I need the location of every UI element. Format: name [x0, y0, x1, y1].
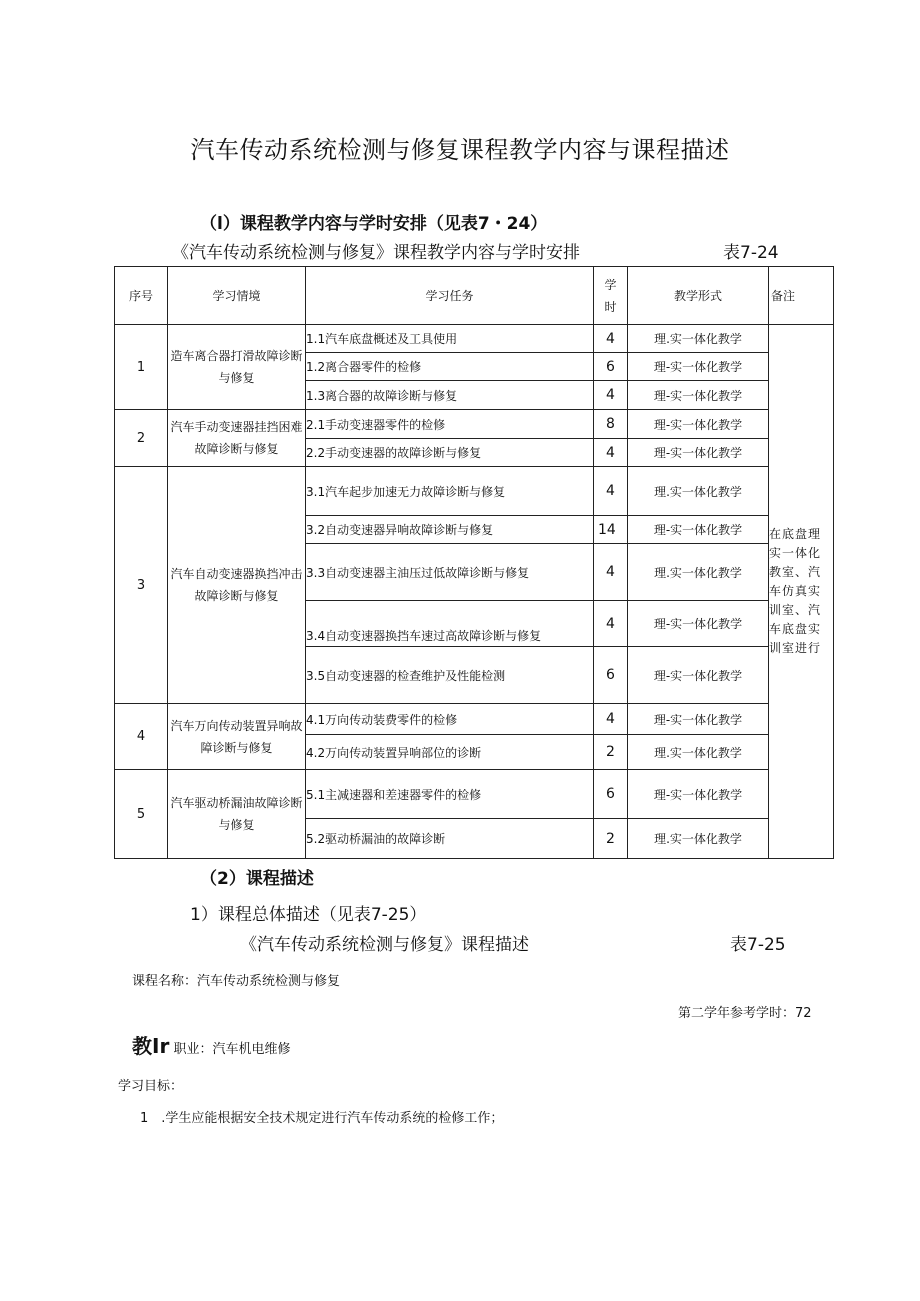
header-form: 教学形式 [628, 267, 769, 325]
table-row [115, 704, 834, 735]
hours-cell: 4 [594, 601, 628, 647]
task-cell: 4.1万向传动装费零件的检修 [306, 704, 594, 735]
form-cell: 理-实一体化教学 [628, 353, 769, 381]
hours-cell: 6 [594, 770, 628, 819]
hours-cell: 6 [594, 647, 628, 704]
table-row [115, 770, 834, 819]
occupation-line [132, 1030, 290, 1059]
table-number-2: 表7-25 [730, 935, 786, 955]
group-number: 1 [115, 325, 168, 410]
schedule-table [114, 266, 834, 859]
form-cell: 理.实一体化教学 [628, 325, 769, 353]
note-cell: 在底盘理实一体化教室、汽车仿真实训室、汽车底盘实训室进行 [769, 325, 834, 859]
table-number-1: 表7-24 [723, 243, 779, 263]
form-cell: 理-实一体化教学 [628, 704, 769, 735]
task-cell: 3.1汽车起步加速无力故障诊断与修复 [306, 467, 594, 516]
task-cell: 1.3离合器的故障诊断与修复 [306, 381, 594, 410]
group-number: 5 [115, 770, 168, 859]
table-row [115, 325, 834, 353]
hours-cell: 4 [594, 325, 628, 353]
reference-hours: 第二学年参考学时：72 [678, 1006, 812, 1021]
hours-cell: 6 [594, 353, 628, 381]
header-hours-line2: 时 [604, 299, 617, 314]
hours-cell: 2 [594, 735, 628, 770]
table-row [115, 410, 834, 439]
task-cell: 1.1汽车底盘概述及工具使用 [306, 325, 594, 353]
hours-cell: 4 [594, 439, 628, 467]
goal-label: 学习目标： [118, 1079, 184, 1094]
table-caption-1: 《汽车传动系统检测与修复》课程教学内容与学时安排 [172, 243, 580, 263]
task-cell: 1.2离合器零件的检修 [306, 353, 594, 381]
hours-cell: 4 [594, 381, 628, 410]
occupation-prefix: 教Ir [132, 1034, 170, 1058]
form-cell: 理-实一体化教学 [628, 410, 769, 439]
form-cell: 理-实一体化教学 [628, 381, 769, 410]
hours-cell: 4 [594, 544, 628, 601]
page-title: 汽车传动系统检测与修复课程教学内容与课程描述 [190, 136, 730, 164]
group-number: 4 [115, 704, 168, 770]
form-cell: 理-实一体化教学 [628, 516, 769, 544]
form-cell: 理.实一体化教学 [628, 467, 769, 516]
course-name: 课程名称：汽车传动系统检测与修复 [132, 974, 341, 989]
task-cell: 3.2自动变速器异响故障诊断与修复 [306, 516, 594, 544]
group-number: 3 [115, 467, 168, 704]
hours-cell: 8 [594, 410, 628, 439]
section-heading-2: （2）课程描述 [200, 869, 314, 889]
table-caption-2: 《汽车传动系统检测与修复》课程描述 [240, 935, 529, 955]
header-hours-line1: 学 [604, 277, 617, 292]
table-header-row [115, 267, 834, 325]
header-task: 学习任务 [306, 267, 594, 325]
task-cell: 2.1手动变速器零件的检修 [306, 410, 594, 439]
task-cell: 3.5自动变速器的检查维护及性能检测 [306, 647, 594, 704]
hours-cell: 2 [594, 819, 628, 859]
group-situation: 汽车驱动桥漏油故障诊断与修复 [168, 770, 306, 859]
form-cell: 理-实一体化教学 [628, 770, 769, 819]
form-cell: 理-实一体化教学 [628, 647, 769, 704]
group-number: 2 [115, 410, 168, 467]
section-heading-1: （l）课程教学内容与学时安排（见表7・24） [200, 214, 548, 234]
task-cell: 4.2万向传动装置异响部位的诊断 [306, 735, 594, 770]
hours-cell: 4 [594, 704, 628, 735]
form-cell: 理.实一体化教学 [628, 735, 769, 770]
form-cell: 理-实一体化教学 [628, 439, 769, 467]
group-situation: 汽车万向传动装置异响故障诊断与修复 [168, 704, 306, 770]
task-cell: 5.1主减速器和差速器零件的检修 [306, 770, 594, 819]
occupation-text: 职业：汽车机电维修 [173, 1042, 291, 1057]
goal-item: 1 .学生应能根据安全技术规定进行汽车传动系统的检修工作； [140, 1111, 504, 1126]
task-cell: 3.4自动变速器换挡车速过高故障诊断与修复 [306, 601, 594, 647]
task-cell: 2.2手动变速器的故障诊断与修复 [306, 439, 594, 467]
header-hours [594, 267, 628, 325]
hours-cell: 14 [594, 516, 628, 544]
subsection-heading: 1）课程总体描述（见表7-25） [190, 905, 427, 925]
form-cell: 理-实一体化教学 [628, 601, 769, 647]
group-situation: 汽车自动变速器换挡冲击故障诊断与修复 [168, 467, 306, 704]
group-situation: 汽车手动变速器挂挡困难故障诊断与修复 [168, 410, 306, 467]
table-row [115, 467, 834, 516]
form-cell: 理.实一体化教学 [628, 819, 769, 859]
task-cell: 5.2驱动桥漏油的故障诊断 [306, 819, 594, 859]
task-cell: 3.3自动变速器主油压过低故障诊断与修复 [306, 544, 594, 601]
form-cell: 理.实一体化教学 [628, 544, 769, 601]
hours-cell: 4 [594, 467, 628, 516]
group-situation: 造车离合器打滑故障诊断与修复 [168, 325, 306, 410]
header-note: 备注 [769, 267, 834, 325]
header-no: 序号 [115, 267, 168, 325]
header-situation: 学习情境 [168, 267, 306, 325]
